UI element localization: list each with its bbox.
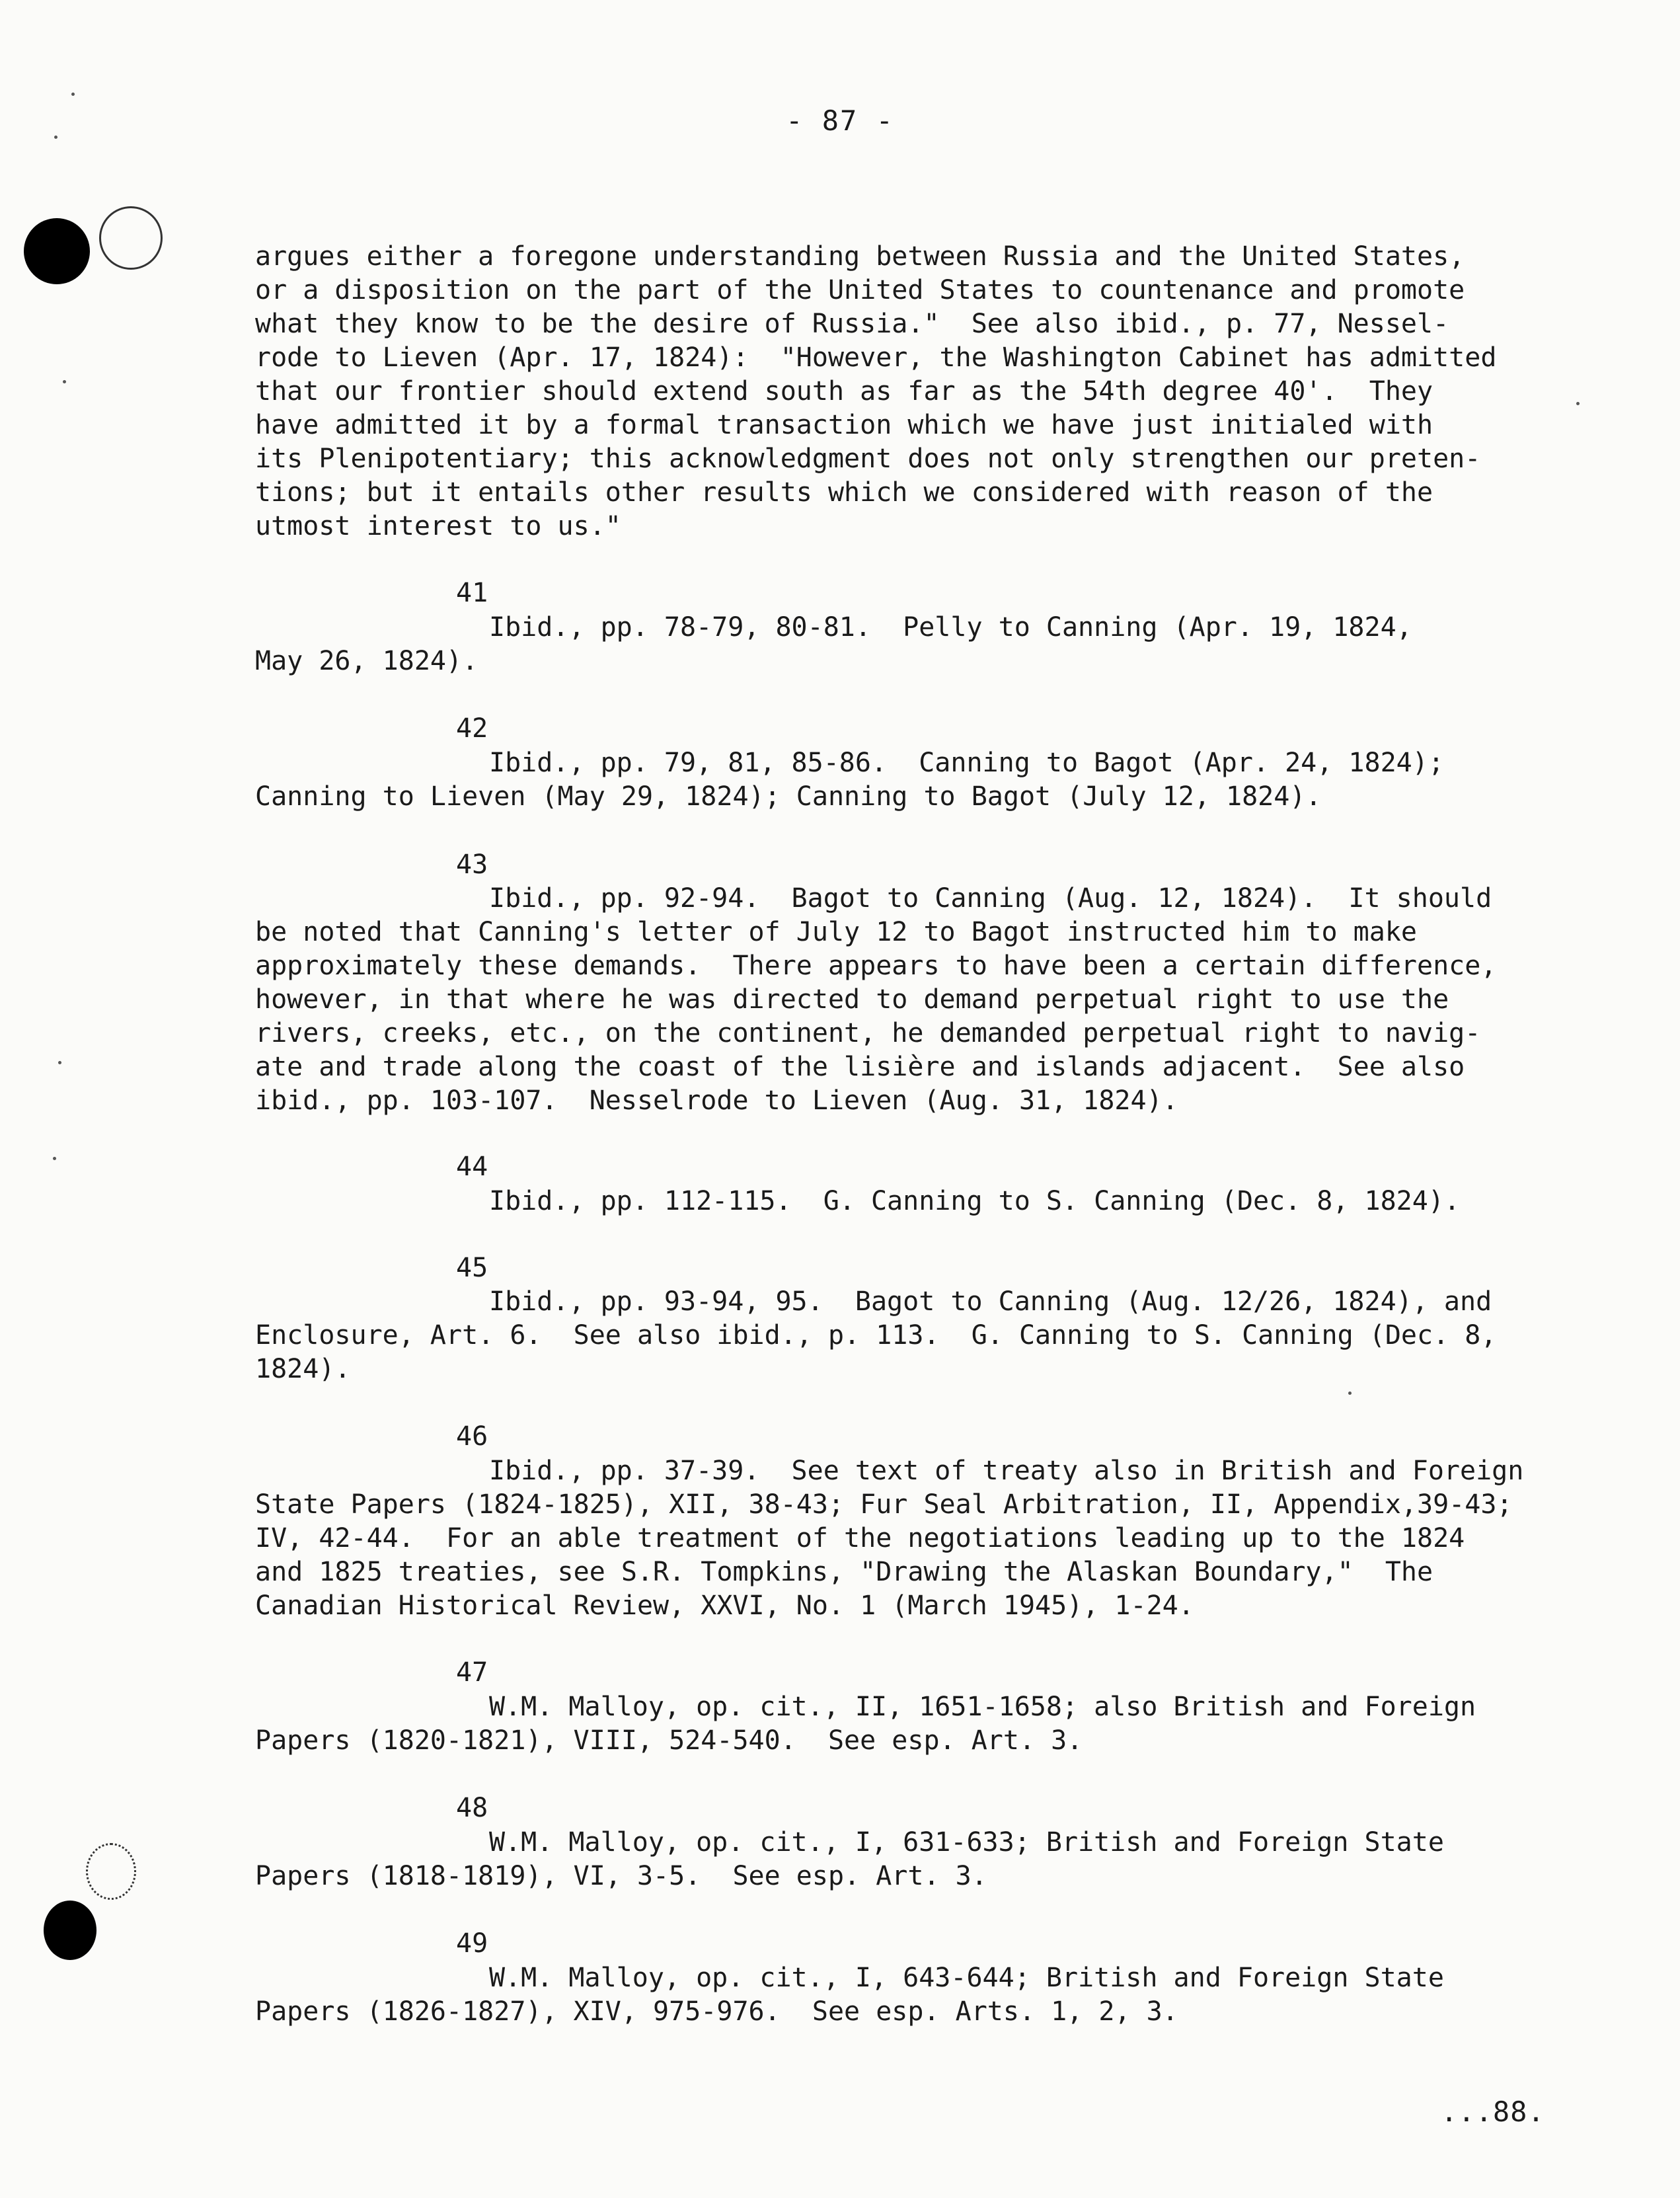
page-number: - 87 - <box>786 104 894 137</box>
footnote-line: 1824). <box>255 1354 351 1384</box>
continuation-marker: ...88. <box>1441 2096 1545 2128</box>
intro-line: that our frontier should extend south as far as the 54th degree 40'. They <box>255 376 1433 407</box>
footnote-line: Papers (1818-1819), VI, 3-5. See esp. Art. 3. <box>255 1861 987 1891</box>
speck <box>58 1061 61 1064</box>
footnote-line: Ibid., pp. 78-79, 80-81. Pelly to Canning (Apr. 19, 1824, <box>489 612 1412 643</box>
footnote-line: Ibid., pp. 37-39. See text of treaty also in British and Foreign <box>489 1456 1524 1486</box>
footnote-line: rivers, creeks, etc., on the continent, he demanded perpetual right to navig- <box>255 1018 1481 1048</box>
footnote-line: State Papers (1824-1825), XII, 38-43; Fur Seal Arbitration, II, Appendix,39-43; <box>255 1489 1513 1520</box>
footnote-line: W.M. Malloy, op. cit., I, 631-633; British and Foreign State <box>489 1827 1444 1858</box>
footnote-line: Ibid., pp. 92-94. Bagot to Canning (Aug. 12, 1824). It should <box>489 883 1492 914</box>
footnote-number: 46 <box>456 1421 488 1452</box>
punch-hole-top <box>24 218 90 284</box>
punch-hole-ring-bottom <box>86 1843 136 1900</box>
intro-line: or a disposition on the part of the United States to countenance and promote <box>255 275 1465 305</box>
footnote-line: Ibid., pp. 93-94, 95. Bagot to Canning (Aug. 12/26, 1824), and <box>489 1286 1492 1317</box>
punch-hole-ring-top <box>99 206 163 270</box>
speck <box>53 1157 56 1160</box>
intro-line: tions; but it entails other results which we considered with reason of the <box>255 477 1433 508</box>
footnote-number: 43 <box>456 849 488 880</box>
footnote-number: 42 <box>456 713 488 744</box>
footnote-line: be noted that Canning's letter of July 12 to Bagot instructed him to make <box>255 917 1417 947</box>
footnote-number: 48 <box>456 1793 488 1823</box>
footnote-line: Papers (1820-1821), VIII, 524-540. See esp. Art. 3. <box>255 1725 1083 1756</box>
punch-hole-bottom <box>44 1901 96 1960</box>
footnote-number: 44 <box>456 1152 488 1182</box>
footnote-line: W.M. Malloy, op. cit., II, 1651-1658; also British and Foreign <box>489 1692 1476 1722</box>
intro-line: its Plenipotentiary; this acknowledgment does not only strengthen our preten- <box>255 444 1481 474</box>
intro-line: have admitted it by a formal transaction which we have just initialed with <box>255 410 1433 440</box>
footnote-line: IV, 42-44. For an able treatment of the negotiations leading up to the 1824 <box>255 1523 1465 1553</box>
footnote-line: Canadian Historical Review, XXVI, No. 1 (March 1945), 1-24. <box>255 1590 1194 1621</box>
intro-line: utmost interest to us." <box>255 511 621 541</box>
footnote-line: however, in that where he was directed to demand perpetual right to use the <box>255 984 1449 1015</box>
footnote-line: and 1825 treaties, see S.R. Tompkins, "Drawing the Alaskan Boundary," The <box>255 1557 1433 1587</box>
footnote-number: 49 <box>456 1928 488 1959</box>
footnote-line: Enclosure, Art. 6. See also ibid., p. 113. G. Canning to S. Canning (Dec. 8, <box>255 1320 1497 1351</box>
footnote-line: May 26, 1824). <box>255 646 478 676</box>
footnote-line: approximately these demands. There appears to have been a certain difference, <box>255 951 1497 981</box>
footnote-number: 47 <box>456 1657 488 1688</box>
footnote-line: Ibid., pp. 112-115. G. Canning to S. Canning (Dec. 8, 1824). <box>489 1186 1461 1216</box>
footnote-line: ate and trade along the coast of the lisière and islands adjacent. See also <box>255 1052 1465 1082</box>
footnote-number: 45 <box>456 1253 488 1283</box>
intro-line: argues either a foregone understanding between Russia and the United States, <box>255 241 1465 272</box>
footnote-line: Canning to Lieven (May 29, 1824); Canning to Bagot (July 12, 1824). <box>255 781 1322 812</box>
intro-line: what they know to be the desire of Russia." See also ibid., p. 77, Nessel- <box>255 309 1449 339</box>
speck <box>1576 402 1580 405</box>
speck <box>71 93 75 96</box>
footnote-line: ibid., pp. 103-107. Nesselrode to Lieven (Aug. 31, 1824). <box>255 1085 1178 1116</box>
footnote-line: W.M. Malloy, op. cit., I, 643-644; British and Foreign State <box>489 1963 1444 1993</box>
footnote-line: Ibid., pp. 79, 81, 85-86. Canning to Bagot (Apr. 24, 1824); <box>489 748 1444 778</box>
intro-line: rode to Lieven (Apr. 17, 1824): "However, the Washington Cabinet has admitted <box>255 342 1497 373</box>
speck <box>63 380 66 383</box>
footnote-line: Papers (1826-1827), XIV, 975-976. See esp. Arts. 1, 2, 3. <box>255 1996 1178 2027</box>
speck <box>1348 1392 1352 1395</box>
footnote-number: 41 <box>456 578 488 608</box>
